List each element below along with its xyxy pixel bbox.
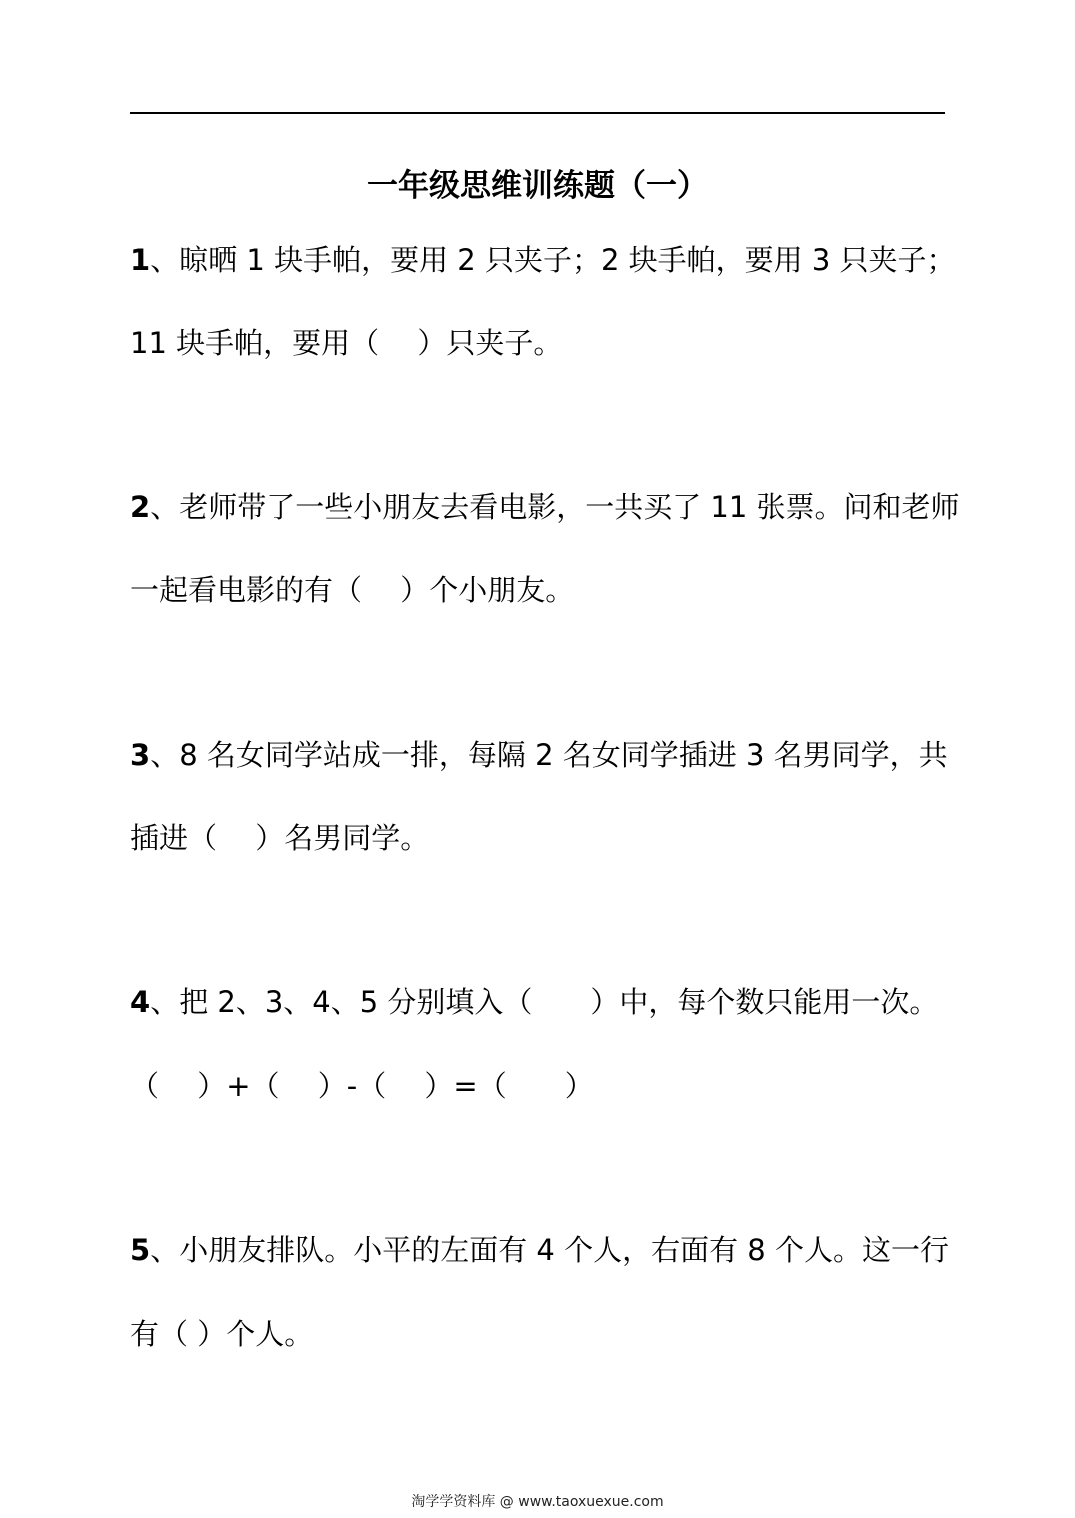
question-2-number: 2: [130, 490, 151, 524]
question-1-number: 1: [130, 243, 151, 277]
question-2-text: 、老师带了一些小朋友去看电影，一共买了 11 张票。问和老师: [150, 490, 960, 524]
question-1-line-2: 11 块手帕，要用（ ）只夹子。: [130, 326, 563, 360]
question-1-line-1: [130, 238, 960, 282]
question-3-line-1: [130, 733, 960, 777]
question-3-number: 3: [130, 738, 151, 772]
question-5-number: 5: [130, 1233, 151, 1267]
question-4-number: 4: [130, 985, 151, 1019]
question-4-text: 、把 2、3、4、5 分别填入（ ）中，每个数只能用一次。: [150, 985, 939, 1019]
question-5-line-2: 有（ ）个人。: [130, 1317, 314, 1351]
question-5-line-1: [130, 1228, 960, 1272]
question-2-line-2: 一起看电影的有（ ）个小朋友。: [130, 573, 575, 607]
footer-watermark: 淘学学资料库 @ www.taoxuexue.com: [411, 1494, 664, 1510]
question-4-equation: （ ）+（ ）-（ ）=（ ）: [130, 1069, 594, 1103]
question-3-line-2: 插进（ ）名男同学。: [130, 821, 430, 855]
question-3-text: 、8 名女同学站成一排，每隔 2 名女同学插进 3 名男同学，共: [150, 738, 948, 772]
page-title: 一年级思维训练题（一）: [367, 168, 708, 204]
question-4-line-1: [130, 980, 960, 1024]
question-5-text: 、小朋友排队。小平的左面有 4 个人，右面有 8 个人。这一行: [150, 1233, 949, 1267]
question-2-line-1: [130, 485, 960, 529]
top-divider: [130, 112, 945, 114]
question-1-text: 、晾晒 1 块手帕，要用 2 只夹子；2 块手帕，要用 3 只夹子；: [150, 243, 956, 277]
